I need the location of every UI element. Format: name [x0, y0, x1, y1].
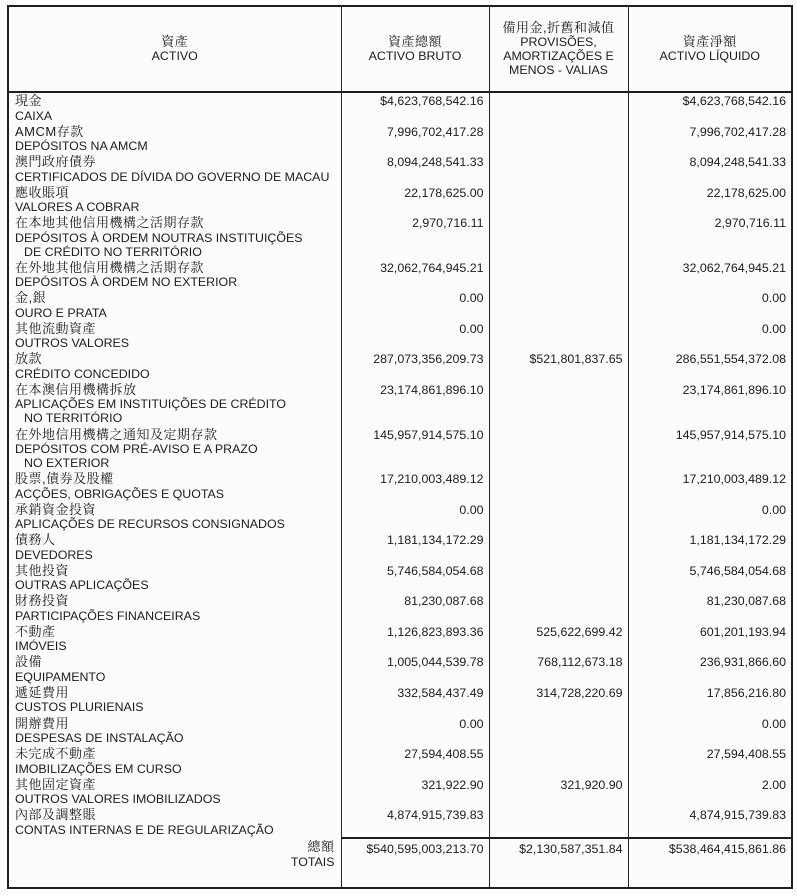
- row-label-cell: [8, 260, 341, 291]
- provisions-amount-cell: [489, 154, 628, 185]
- table-row: [8, 185, 792, 216]
- net-amount-cell: 17,856,216.80: [628, 685, 792, 716]
- gross-amount-cell: 8,094,248,541.33: [341, 154, 489, 185]
- row-label-pt-continuation: NO TERRITÓRIO: [24, 411, 123, 426]
- gross-amount-cell: 1,005,044,539.78: [341, 654, 489, 685]
- provisions-amount-cell: [489, 321, 628, 352]
- gross-amount-cell: 4,874,915,739.83: [341, 807, 489, 838]
- row-label-zh: 股票,債券及股權: [15, 471, 114, 487]
- totals-net-amount: $538,464,415,861.86: [628, 838, 792, 888]
- col-header-activo-bruto-zh: 資產總額: [387, 33, 442, 49]
- table-row: [8, 563, 792, 594]
- provisions-amount-cell: [489, 532, 628, 563]
- col-header-activo-pt: ACTIVO: [151, 49, 198, 64]
- gross-amount-cell: 1,126,823,893.36: [341, 624, 489, 655]
- col-header-provisoes-pt1: PROVISÕES,: [520, 35, 597, 50]
- provisions-amount-cell: [489, 563, 628, 594]
- balance-sheet-table: [7, 5, 793, 889]
- row-label-pt: DEVEDORES: [15, 547, 93, 562]
- gross-amount-cell: 81,230,087.68: [341, 593, 489, 624]
- net-amount-cell: 5,746,584,054.68: [628, 563, 792, 594]
- totals-gross-amount: $540,595,003,213.70: [341, 838, 489, 888]
- row-label-cell: [8, 624, 341, 655]
- net-amount-cell: 286,551,554,372.08: [628, 351, 792, 382]
- net-amount-cell: 81,230,087.68: [628, 593, 792, 624]
- table-row: [8, 382, 792, 427]
- totals-provisions-amount: $2,130,587,351.84: [489, 838, 628, 888]
- row-label-cell: [8, 654, 341, 685]
- row-label-cell: [8, 92, 341, 124]
- row-label-pt: OUTRAS APLICAÇÕES: [15, 578, 149, 593]
- gross-amount-cell: 27,594,408.55: [341, 746, 489, 777]
- net-amount-cell: 27,594,408.55: [628, 746, 792, 777]
- net-amount-cell: 4,874,915,739.83: [628, 807, 792, 838]
- row-label-cell: [8, 154, 341, 185]
- row-label-zh: 未完成不動產: [15, 746, 97, 762]
- net-amount-cell: 145,957,914,575.10: [628, 427, 792, 472]
- table-row: [8, 593, 792, 624]
- gross-amount-cell: 32,062,764,945.21: [341, 260, 489, 291]
- provisions-amount-cell: [489, 593, 628, 624]
- col-header-provisoes-pt2: AMORTIZAÇÕES E: [503, 49, 614, 64]
- provisions-amount-cell: [489, 471, 628, 502]
- table-row: [8, 624, 792, 655]
- row-label-zh: 現金: [15, 93, 43, 108]
- provisions-amount-cell: 768,112,673.18: [489, 654, 628, 685]
- row-label-zh: 內部及調整賬: [15, 807, 97, 823]
- totals-row: [8, 838, 792, 888]
- gross-amount-cell: 22,178,625.00: [341, 185, 489, 216]
- row-label-cell: [8, 185, 341, 216]
- table-row: [8, 716, 792, 747]
- row-label-zh: 澳門政府債券: [15, 154, 97, 170]
- row-label-cell: [8, 807, 341, 838]
- col-header-provisoes: [489, 6, 628, 92]
- net-amount-cell: 7,996,702,417.28: [628, 124, 792, 155]
- row-label-cell: [8, 716, 341, 747]
- header-row: [8, 6, 792, 92]
- row-label-pt: CERTIFICADOS DE DÍVIDA DO GOVERNO DE MACAU: [15, 169, 330, 184]
- row-label-cell: [8, 502, 341, 533]
- table-row: [8, 260, 792, 291]
- row-label-cell: [8, 685, 341, 716]
- table-row: [8, 685, 792, 716]
- gross-amount-cell: 287,073,356,209.73: [341, 351, 489, 382]
- row-label-pt: DEPÓSITOS NA AMCM: [15, 139, 148, 154]
- row-label-cell: [8, 215, 341, 260]
- col-header-activo-bruto-pt: ACTIVO BRUTO: [368, 49, 462, 64]
- row-label-pt: PARTICIPAÇÕES FINANCEIRAS: [15, 608, 201, 623]
- gross-amount-cell: 23,174,861,896.10: [341, 382, 489, 427]
- totals-label-pt: TOTAIS: [290, 854, 335, 869]
- row-label-zh: 放款: [15, 351, 43, 367]
- row-label-zh: 應收賬項: [15, 184, 70, 200]
- net-amount-cell: $4,623,768,542.16: [628, 92, 792, 124]
- row-label-pt: DEPÓSITOS À ORDEM NOUTRAS INSTITUIÇÕES: [15, 230, 303, 245]
- row-label-zh: 在外地其他信用機構之活期存款: [15, 259, 205, 275]
- row-label-zh: 設備: [15, 654, 43, 670]
- gross-amount-cell: 0.00: [341, 716, 489, 747]
- row-label-zh: 在外地信用機構之通知及定期存款: [15, 426, 218, 442]
- row-label-zh: 不動產: [15, 623, 56, 639]
- row-label-pt: EQUIPAMENTO: [15, 669, 106, 684]
- net-amount-cell: 22,178,625.00: [628, 185, 792, 216]
- row-label-pt: CUSTOS PLURIENAIS: [15, 700, 144, 715]
- row-label-cell: [8, 471, 341, 502]
- provisions-amount-cell: [489, 427, 628, 472]
- row-label-pt: DEPÓSITOS À ORDEM NO EXTERIOR: [15, 275, 238, 290]
- net-amount-cell: 236,931,866.60: [628, 654, 792, 685]
- row-label-cell: [8, 427, 341, 472]
- row-label-cell: [8, 382, 341, 427]
- gross-amount-cell: 0.00: [341, 290, 489, 321]
- gross-amount-cell: 332,584,437.49: [341, 685, 489, 716]
- provisions-amount-cell: [489, 124, 628, 155]
- row-label-cell: [8, 777, 341, 808]
- row-label-zh: 金,銀: [15, 290, 47, 306]
- row-label-zh: 在本澳信用機構拆放: [15, 381, 137, 397]
- provisions-amount-cell: [489, 260, 628, 291]
- row-label-pt: OURO E PRATA: [15, 305, 107, 320]
- net-amount-cell: 0.00: [628, 716, 792, 747]
- table-row: [8, 124, 792, 155]
- row-label-pt: VALORES A COBRAR: [15, 200, 140, 215]
- row-label-zh: 其他固定資產: [15, 776, 97, 792]
- table-row: [8, 427, 792, 472]
- gross-amount-cell: 7,996,702,417.28: [341, 124, 489, 155]
- col-header-activo-liquido-zh: 資產淨額: [682, 33, 737, 49]
- totals-label: [8, 838, 341, 888]
- gross-amount-cell: $4,623,768,542.16: [341, 92, 489, 124]
- table-row: [8, 654, 792, 685]
- col-header-activo: [8, 6, 341, 92]
- provisions-amount-cell: [489, 290, 628, 321]
- table-row: [8, 777, 792, 808]
- row-label-cell: [8, 532, 341, 563]
- provisions-amount-cell: [489, 382, 628, 427]
- net-amount-cell: 23,174,861,896.10: [628, 382, 792, 427]
- table-row: [8, 92, 792, 124]
- row-label-cell: [8, 593, 341, 624]
- provisions-amount-cell: [489, 807, 628, 838]
- net-amount-cell: 0.00: [628, 290, 792, 321]
- row-label-pt: ACÇÕES, OBRIGAÇÕES E QUOTAS: [15, 486, 225, 501]
- provisions-amount-cell: $521,801,837.65: [489, 351, 628, 382]
- gross-amount-cell: 0.00: [341, 502, 489, 533]
- row-label-pt: APLICAÇÕES EM INSTITUIÇÕES DE CRÉDITO: [15, 397, 287, 412]
- totals-label-zh: 總額: [307, 839, 335, 854]
- col-header-provisoes-pt3: MENOS - VALIAS: [509, 63, 608, 78]
- table-row: [8, 532, 792, 563]
- net-amount-cell: 8,094,248,541.33: [628, 154, 792, 185]
- row-label-cell: [8, 321, 341, 352]
- row-label-zh: 在本地其他信用機構之活期存款: [15, 215, 205, 231]
- row-label-cell: [8, 746, 341, 777]
- table-row: [8, 290, 792, 321]
- row-label-pt: OUTROS VALORES: [15, 336, 130, 351]
- row-label-pt: OUTROS VALORES IMOBILIZADOS: [15, 792, 221, 807]
- net-amount-cell: 32,062,764,945.21: [628, 260, 792, 291]
- net-amount-cell: 1,181,134,172.29: [628, 532, 792, 563]
- row-label-zh: AMCM存款: [15, 123, 84, 139]
- provisions-amount-cell: 525,622,699.42: [489, 624, 628, 655]
- row-label-zh: 財務投資: [15, 593, 70, 609]
- net-amount-cell: 601,201,193.94: [628, 624, 792, 655]
- table-row: [8, 807, 792, 838]
- col-header-activo-liquido-pt: ACTIVO LÍQUIDO: [659, 49, 761, 64]
- table-row: [8, 746, 792, 777]
- row-label-pt: CAIXA: [15, 108, 53, 123]
- provisions-amount-cell: [489, 746, 628, 777]
- col-header-activo-liquido: [628, 6, 792, 92]
- table-row: [8, 154, 792, 185]
- row-label-zh: 其他流動資產: [15, 320, 97, 336]
- row-label-pt-continuation: DE CRÉDITO NO TERRITÓRIO: [24, 244, 202, 259]
- provisions-amount-cell: [489, 92, 628, 124]
- row-label-zh: 遞延費用: [15, 684, 70, 700]
- gross-amount-cell: 145,957,914,575.10: [341, 427, 489, 472]
- provisions-amount-cell: [489, 185, 628, 216]
- row-label-pt: CRÉDITO CONCEDIDO: [15, 366, 150, 381]
- provisions-amount-cell: [489, 716, 628, 747]
- row-label-zh: 其他投資: [15, 562, 70, 578]
- row-label-cell: [8, 124, 341, 155]
- net-amount-cell: 0.00: [628, 321, 792, 352]
- provisions-amount-cell: 314,728,220.69: [489, 685, 628, 716]
- net-amount-cell: 2.00: [628, 777, 792, 808]
- row-label-cell: [8, 563, 341, 594]
- col-header-provisoes-zh: 備用金,折舊和減值: [502, 19, 615, 35]
- net-amount-cell: 0.00: [628, 502, 792, 533]
- provisions-amount-cell: 321,920.90: [489, 777, 628, 808]
- row-label-pt: CONTAS INTERNAS E DE REGULARIZAÇÃO: [15, 822, 274, 837]
- gross-amount-cell: 321,922.90: [341, 777, 489, 808]
- provisions-amount-cell: [489, 502, 628, 533]
- row-label-pt: DEPÓSITOS COM PRÉ-AVISO E A PRAZO: [15, 442, 258, 457]
- table-row: [8, 502, 792, 533]
- provisions-amount-cell: [489, 215, 628, 260]
- row-label-pt-continuation: NO EXTERIOR: [24, 456, 110, 471]
- gross-amount-cell: 0.00: [341, 321, 489, 352]
- row-label-pt: APLICAÇÕES DE RECURSOS CONSIGNADOS: [15, 517, 285, 532]
- table-row: [8, 321, 792, 352]
- row-label-pt: IMOBILIZAÇÕES EM CURSO: [15, 761, 182, 776]
- row-label-cell: [8, 351, 341, 382]
- table-row: [8, 215, 792, 260]
- row-label-pt: IMÓVEIS: [15, 639, 67, 654]
- net-amount-cell: 2,970,716.11: [628, 215, 792, 260]
- row-label-zh: 開辦費用: [15, 715, 70, 731]
- gross-amount-cell: 5,746,584,054.68: [341, 563, 489, 594]
- gross-amount-cell: 2,970,716.11: [341, 215, 489, 260]
- row-label-cell: [8, 290, 341, 321]
- table-row: [8, 471, 792, 502]
- gross-amount-cell: 1,181,134,172.29: [341, 532, 489, 563]
- net-amount-cell: 17,210,003,489.12: [628, 471, 792, 502]
- row-label-zh: 債務人: [15, 532, 56, 548]
- col-header-activo-bruto: [341, 6, 489, 92]
- row-label-pt: DESPESAS DE INSTALAÇÃO: [15, 731, 184, 745]
- table-row: [8, 351, 792, 382]
- gross-amount-cell: 17,210,003,489.12: [341, 471, 489, 502]
- row-label-zh: 承銷資金投資: [15, 501, 97, 517]
- col-header-activo-zh: 資產: [161, 33, 189, 49]
